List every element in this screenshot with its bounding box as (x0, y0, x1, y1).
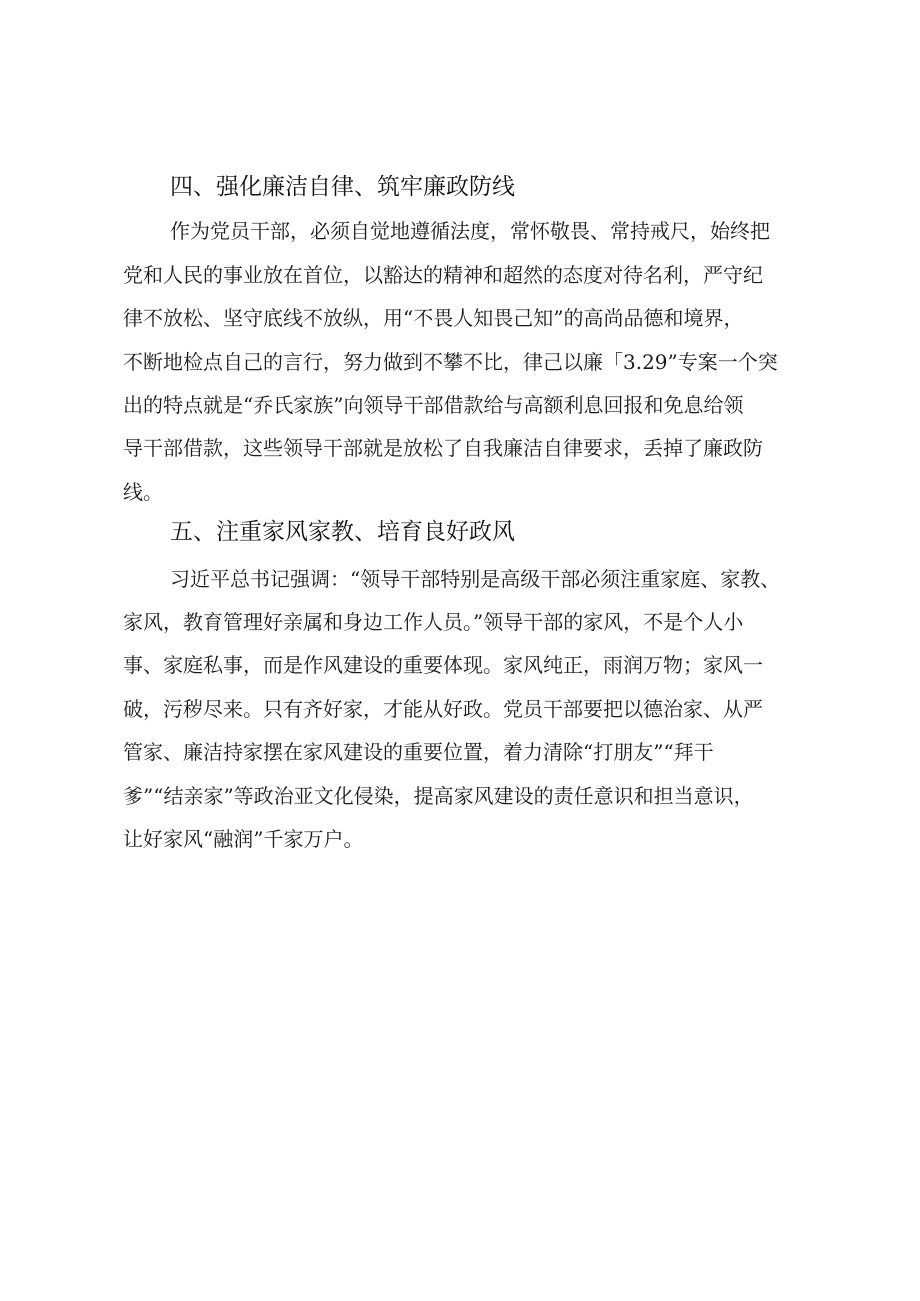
section-5-line-4: 破，污秽尽来。只有齐好家，才能从好政。党员干部要把以德治家、从严 (123, 697, 763, 721)
section-5-line-1: 习近平总书记强调：“领导干部特别是高级干部必须注重家庭、家教、 (170, 567, 781, 591)
section-4-line-3: 律不放松、坚守底线不放纵，用“不畏人知畏己知”的高尚品德和境界， (123, 306, 744, 330)
section-4-line-5: 出的特点就是“乔氏家族”向领导干部借款给与高额利息回报和免息给领 (123, 393, 744, 417)
section-5-line-3: 事、家庭私事，而是作风建设的重要体现。家风纯正，雨润万物；家风一 (123, 653, 763, 677)
section-5-heading: 五、注重家风家教、培育良好政风 (170, 519, 515, 545)
section-5-line-5: 管家、廉洁持家摆在家风建设的重要位置，着力清除“打朋友”“拜干 (123, 740, 714, 764)
section-4-line-7: 线。 (123, 480, 163, 504)
section-5-line-6: 爹”“结亲家”等政治亚文化侵染，提高家风建设的责任意识和担当意识， (123, 784, 754, 808)
section-4-line-6: 导干部借款，这些领导干部就是放松了自我廉洁自律要求，丢掉了廉政防 (123, 436, 763, 460)
section-5-line-2: 家风，教育管理好亲属和身边工作人员。”领导干部的家风，不是个人小 (123, 610, 744, 634)
section-4-heading: 四、强化廉洁自律、筑牢廉政防线 (170, 174, 515, 200)
section-4-line-2: 党和人民的事业放在首位，以豁达的精神和超然的态度对待名利，严守纪 (123, 263, 763, 287)
section-4-line-4: 不断地检点自己的言行，努力做到不攀不比，律己以廉「3.29”专案一个突 (123, 350, 778, 374)
section-5-line-7: 让好家风“融润”千家万户。 (123, 827, 364, 851)
section-4-line-1: 作为党员干部，必须自觉地遵循法度，常怀敬畏、常持戒尺，始终把 (170, 219, 770, 243)
